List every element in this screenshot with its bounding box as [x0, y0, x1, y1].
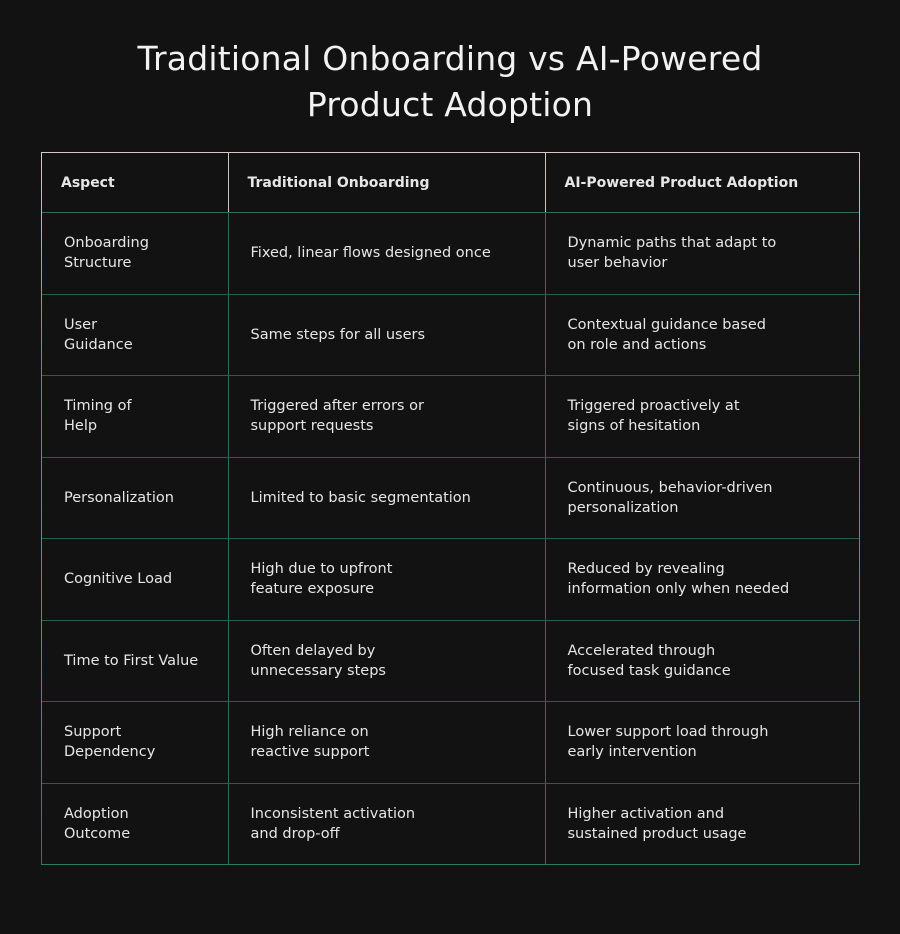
- ai-powered-text: Triggered proactively at signs of hesitation: [567, 398, 740, 435]
- page-title-line-1: Traditional Onboarding vs AI-Powered: [137, 39, 763, 78]
- aspect-cell: [42, 539, 228, 621]
- traditional-cell: [228, 539, 545, 621]
- ai-powered-cell: [545, 539, 859, 621]
- aspect-text: Time to First Value: [64, 652, 199, 669]
- traditional-text: Inconsistent activation and drop-off: [250, 806, 416, 842]
- traditional-cell: [228, 783, 545, 865]
- ai-powered-cell: [545, 294, 859, 376]
- table-row: [42, 539, 859, 621]
- ai-powered-cell: [545, 376, 859, 458]
- table-row: [42, 620, 859, 702]
- table-row: [42, 783, 859, 865]
- traditional-cell: [228, 213, 545, 295]
- column-header-aspect: Aspect: [42, 153, 228, 213]
- table-row: [42, 376, 859, 458]
- table-header-row: [42, 153, 859, 213]
- traditional-cell: [228, 294, 545, 376]
- table-row: [42, 702, 859, 784]
- aspect-cell: [42, 294, 228, 376]
- aspect-text: Cognitive Load: [64, 571, 173, 588]
- traditional-text: Fixed, linear flows designed once: [250, 245, 491, 262]
- aspect-text: Adoption Outcome: [64, 806, 131, 842]
- traditional-cell: [228, 702, 545, 784]
- page-title: [0, 36, 900, 128]
- aspect-cell: [42, 783, 228, 865]
- traditional-text: Often delayed by unnecessary steps: [250, 642, 386, 679]
- aspect-cell: [42, 702, 228, 784]
- ai-powered-cell: [545, 213, 859, 295]
- aspect-cell: [42, 213, 228, 295]
- ai-powered-cell: [545, 702, 859, 784]
- traditional-text: High due to upfront feature exposure: [250, 561, 393, 598]
- traditional-cell: [228, 457, 545, 539]
- ai-powered-text: Reduced by revealing information only when needed: [567, 561, 790, 598]
- aspect-cell: [42, 376, 228, 458]
- table-row: [42, 213, 859, 295]
- ai-powered-text: Dynamic paths that adapt to user behavior: [567, 235, 777, 272]
- aspect-text: User Guidance: [64, 316, 133, 353]
- traditional-cell: [228, 376, 545, 458]
- traditional-cell: [228, 620, 545, 702]
- ai-powered-text: Contextual guidance based on role and actions: [567, 316, 766, 353]
- comparison-table-container: [41, 152, 860, 865]
- aspect-text: Onboarding Structure: [64, 235, 149, 272]
- ai-powered-cell: [545, 783, 859, 865]
- ai-powered-cell: [545, 457, 859, 539]
- column-header-traditional: Traditional Onboarding: [228, 153, 545, 213]
- ai-powered-text: Lower support load through early intervention: [567, 724, 769, 761]
- ai-powered-cell: [545, 620, 859, 702]
- ai-powered-text: Continuous, behavior-driven personalization: [567, 479, 773, 516]
- traditional-text: Triggered after errors or support requests: [250, 398, 424, 435]
- traditional-text: Limited to basic segmentation: [250, 489, 471, 506]
- traditional-text: High reliance on reactive support: [250, 724, 370, 761]
- page-title-line-2: Product Adoption: [306, 85, 594, 124]
- column-header-ai-powered: AI-Powered Product Adoption: [545, 153, 859, 213]
- aspect-text: Support Dependency: [64, 724, 156, 761]
- ai-powered-text: Higher activation and sustained product usage: [567, 806, 747, 842]
- aspect-cell: [42, 457, 228, 539]
- comparison-table: [42, 153, 859, 865]
- ai-powered-text: Accelerated through focused task guidance: [567, 642, 731, 679]
- table-row: [42, 294, 859, 376]
- aspect-text: Personalization: [64, 489, 174, 506]
- aspect-cell: [42, 620, 228, 702]
- aspect-text: Timing of Help: [64, 398, 132, 435]
- traditional-text: Same steps for all users: [250, 326, 426, 343]
- table-row: [42, 457, 859, 539]
